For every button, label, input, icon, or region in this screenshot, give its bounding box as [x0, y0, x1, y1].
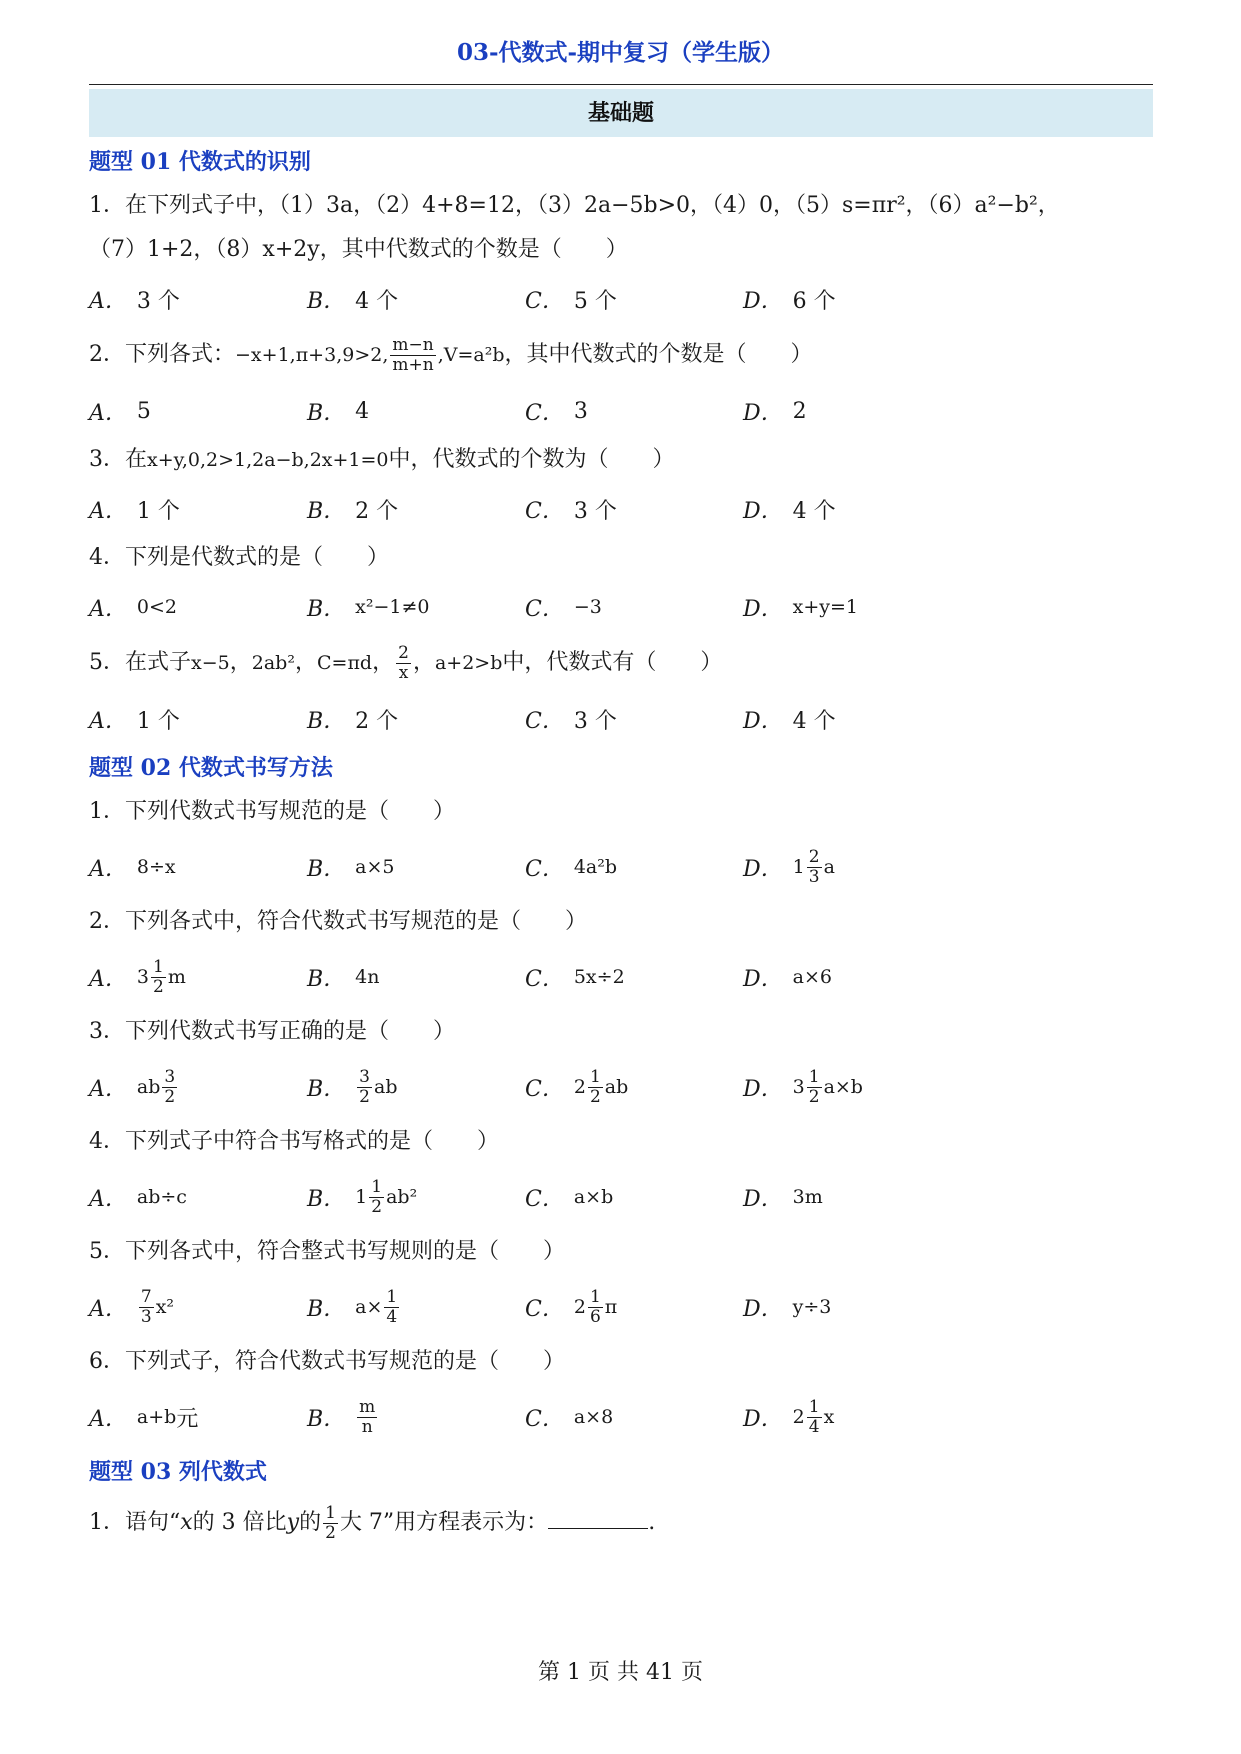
option-d: D． 6 个	[743, 288, 836, 314]
options-2-6	[89, 1384, 1153, 1450]
option-c: C． 4a²b	[525, 856, 618, 882]
option-d: D． 4 个	[743, 498, 836, 524]
option-b: B． 2 个	[307, 708, 399, 734]
options-1-2	[89, 384, 1153, 438]
question-1-1: 1．在下列式子中，（1）3a，（2）4+8=12，（3）2a−5b>0，（4）0，（5）s=πr²，（6）a²−b²，	[89, 193, 1060, 218]
question-2-1: 1．下列代数式书写规范的是（ ）	[89, 799, 456, 824]
fraction: $\frac{2}{x}$	[398, 642, 409, 683]
option-b: B． a× $\frac{1}{4}$	[307, 1286, 398, 1327]
question-1-3: 3．在x+y,0,2>1,2a−b,2x+1=0中，代数式的个数为（ ）	[89, 447, 675, 472]
options-2-1	[89, 834, 1153, 900]
page-footer: 第 1 页 共 41 页	[538, 1660, 703, 1685]
option-a: A． $\frac{7}{3}$ x²	[89, 1286, 175, 1327]
question-1-5: 5．在式子x−5，2ab²，C=πd， $\frac{2}{x}$ ，a+2>b中，代数式有（ ）	[89, 642, 723, 683]
options-1-5	[89, 692, 1153, 746]
option-d: D． 3m	[743, 1186, 823, 1212]
fraction: $\frac{1}{2}$	[152, 956, 164, 997]
fraction: $\frac{2}{3}$	[808, 846, 820, 887]
fraction: $\frac{1}{2}$	[808, 1066, 820, 1107]
question-2-6: 6．下列式子，符合代数式书写规范的是（ ）	[89, 1349, 566, 1374]
option-b: B． 4	[307, 398, 370, 426]
option-c: C． 3 个	[525, 708, 617, 734]
question-1-4: 4．下列是代数式的是（ ）	[89, 545, 390, 570]
option-c: C． −3	[525, 596, 602, 622]
option-d: D． y÷3	[743, 1296, 832, 1322]
fraction: $\frac{3}{2}$	[359, 1066, 370, 1107]
fraction: $\frac{3}{2}$	[164, 1066, 176, 1107]
options-2-2	[89, 944, 1153, 1010]
section-title-3: 题型 03 列代数式	[89, 1459, 267, 1485]
fraction: $\frac{1}{6}$	[589, 1286, 601, 1327]
option-a: A． ab÷c	[89, 1186, 187, 1212]
option-b: B． 4 个	[307, 288, 399, 314]
question-2-3: 3．下列代数式书写正确的是（ ）	[89, 1019, 456, 1044]
options-2-3	[89, 1054, 1153, 1120]
fraction: $\frac{m}{n}$	[359, 1396, 376, 1437]
option-a: A． 3 个	[89, 288, 180, 314]
option-d: D． x+y=1	[743, 596, 859, 622]
option-a: A． 1 个	[89, 708, 180, 734]
answer-blank[interactable]	[548, 1506, 648, 1529]
option-d: D． 1 $\frac{2}{3}$ a	[743, 846, 835, 887]
option-b: B． 1 $\frac{1}{2}$ ab²	[307, 1176, 418, 1217]
option-a: A． 5	[89, 398, 151, 426]
header-rule	[89, 84, 1153, 85]
section-band: 基础题	[89, 89, 1153, 137]
option-c: C． 2 $\frac{1}{2}$ ab	[525, 1066, 629, 1107]
option-d: D． 4 个	[743, 708, 836, 734]
option-b: B． a×5	[307, 856, 395, 882]
option-c: C． a×b	[525, 1186, 614, 1212]
option-b: B． $\frac{3}{2}$ ab	[307, 1066, 398, 1107]
option-a: A． 1 个	[89, 498, 180, 524]
option-a: A． ab $\frac{3}{2}$	[89, 1066, 176, 1107]
fraction: $\frac{1}{4}$	[386, 1286, 398, 1327]
question-1-1-cont: （7）1+2，（8）x+2y，其中代数式的个数是（ ）	[89, 237, 628, 262]
option-b: B． x²−1≠0	[307, 596, 430, 622]
question-3-1: 1．语句“x的 3 倍比y的 $\frac{1}{2}$ 大 7”用方程表示为： .	[89, 1502, 656, 1543]
question-2-4: 4．下列式子中符合书写格式的是（ ）	[89, 1129, 500, 1154]
fraction: $\frac{1}{2}$	[589, 1066, 601, 1107]
options-1-4	[89, 580, 1153, 634]
option-a: A． 0<2	[89, 596, 177, 622]
option-c: C． 5x÷2	[525, 966, 625, 992]
content	[89, 140, 1153, 1552]
section-title-2: 题型 02 代数式书写方法	[89, 755, 333, 781]
option-c: C． 5 个	[525, 288, 617, 314]
fraction: $\frac{1}{2}$	[325, 1502, 336, 1543]
options-1-1	[89, 272, 1153, 326]
options-2-4	[89, 1164, 1153, 1230]
option-a: A． 8÷x	[89, 856, 176, 882]
option-c: C． 2 $\frac{1}{6}$ π	[525, 1286, 618, 1327]
option-a: A． a+b 元	[89, 1406, 199, 1432]
section-title-1: 题型 01 代数式的识别	[89, 149, 311, 175]
question-1-2: 2．下列各式：−x+1,π+3,9>2, $\frac{m-n}{m+n}$ ,V=a²b，其中代数式的个数是（ ）	[89, 334, 813, 375]
option-c: C． a×8	[525, 1406, 614, 1432]
fraction: $\frac{7}{3}$	[140, 1286, 152, 1327]
fraction: $\frac{m-n}{m+n}$	[392, 334, 434, 375]
option-b: B． $\frac{m}{n}$	[307, 1396, 376, 1437]
options-1-3	[89, 482, 1153, 536]
fraction: $\frac{1}{2}$	[371, 1176, 383, 1217]
fraction: $\frac{1}{4}$	[808, 1396, 820, 1437]
options-2-5	[89, 1274, 1153, 1340]
question-2-5: 5．下列各式中，符合整式书写规则的是（ ）	[89, 1239, 566, 1264]
option-d: D． 2 $\frac{1}{4}$ x	[743, 1396, 835, 1437]
option-d: D． a×6	[743, 966, 832, 992]
option-c: C． 3	[525, 398, 588, 426]
question-2-2: 2．下列各式中，符合代数式书写规范的是（ ）	[89, 909, 588, 934]
document-title: 03-代数式-期中复习（学生版）	[456, 39, 785, 66]
option-b: B． 4n	[307, 966, 380, 992]
option-a: A． 3 $\frac{1}{2}$ m	[89, 956, 186, 997]
option-d: D． 2	[743, 398, 807, 426]
option-d: D． 3 $\frac{1}{2}$ a×b	[743, 1066, 863, 1107]
option-b: B． 2 个	[307, 498, 399, 524]
option-c: C． 3 个	[525, 498, 617, 524]
